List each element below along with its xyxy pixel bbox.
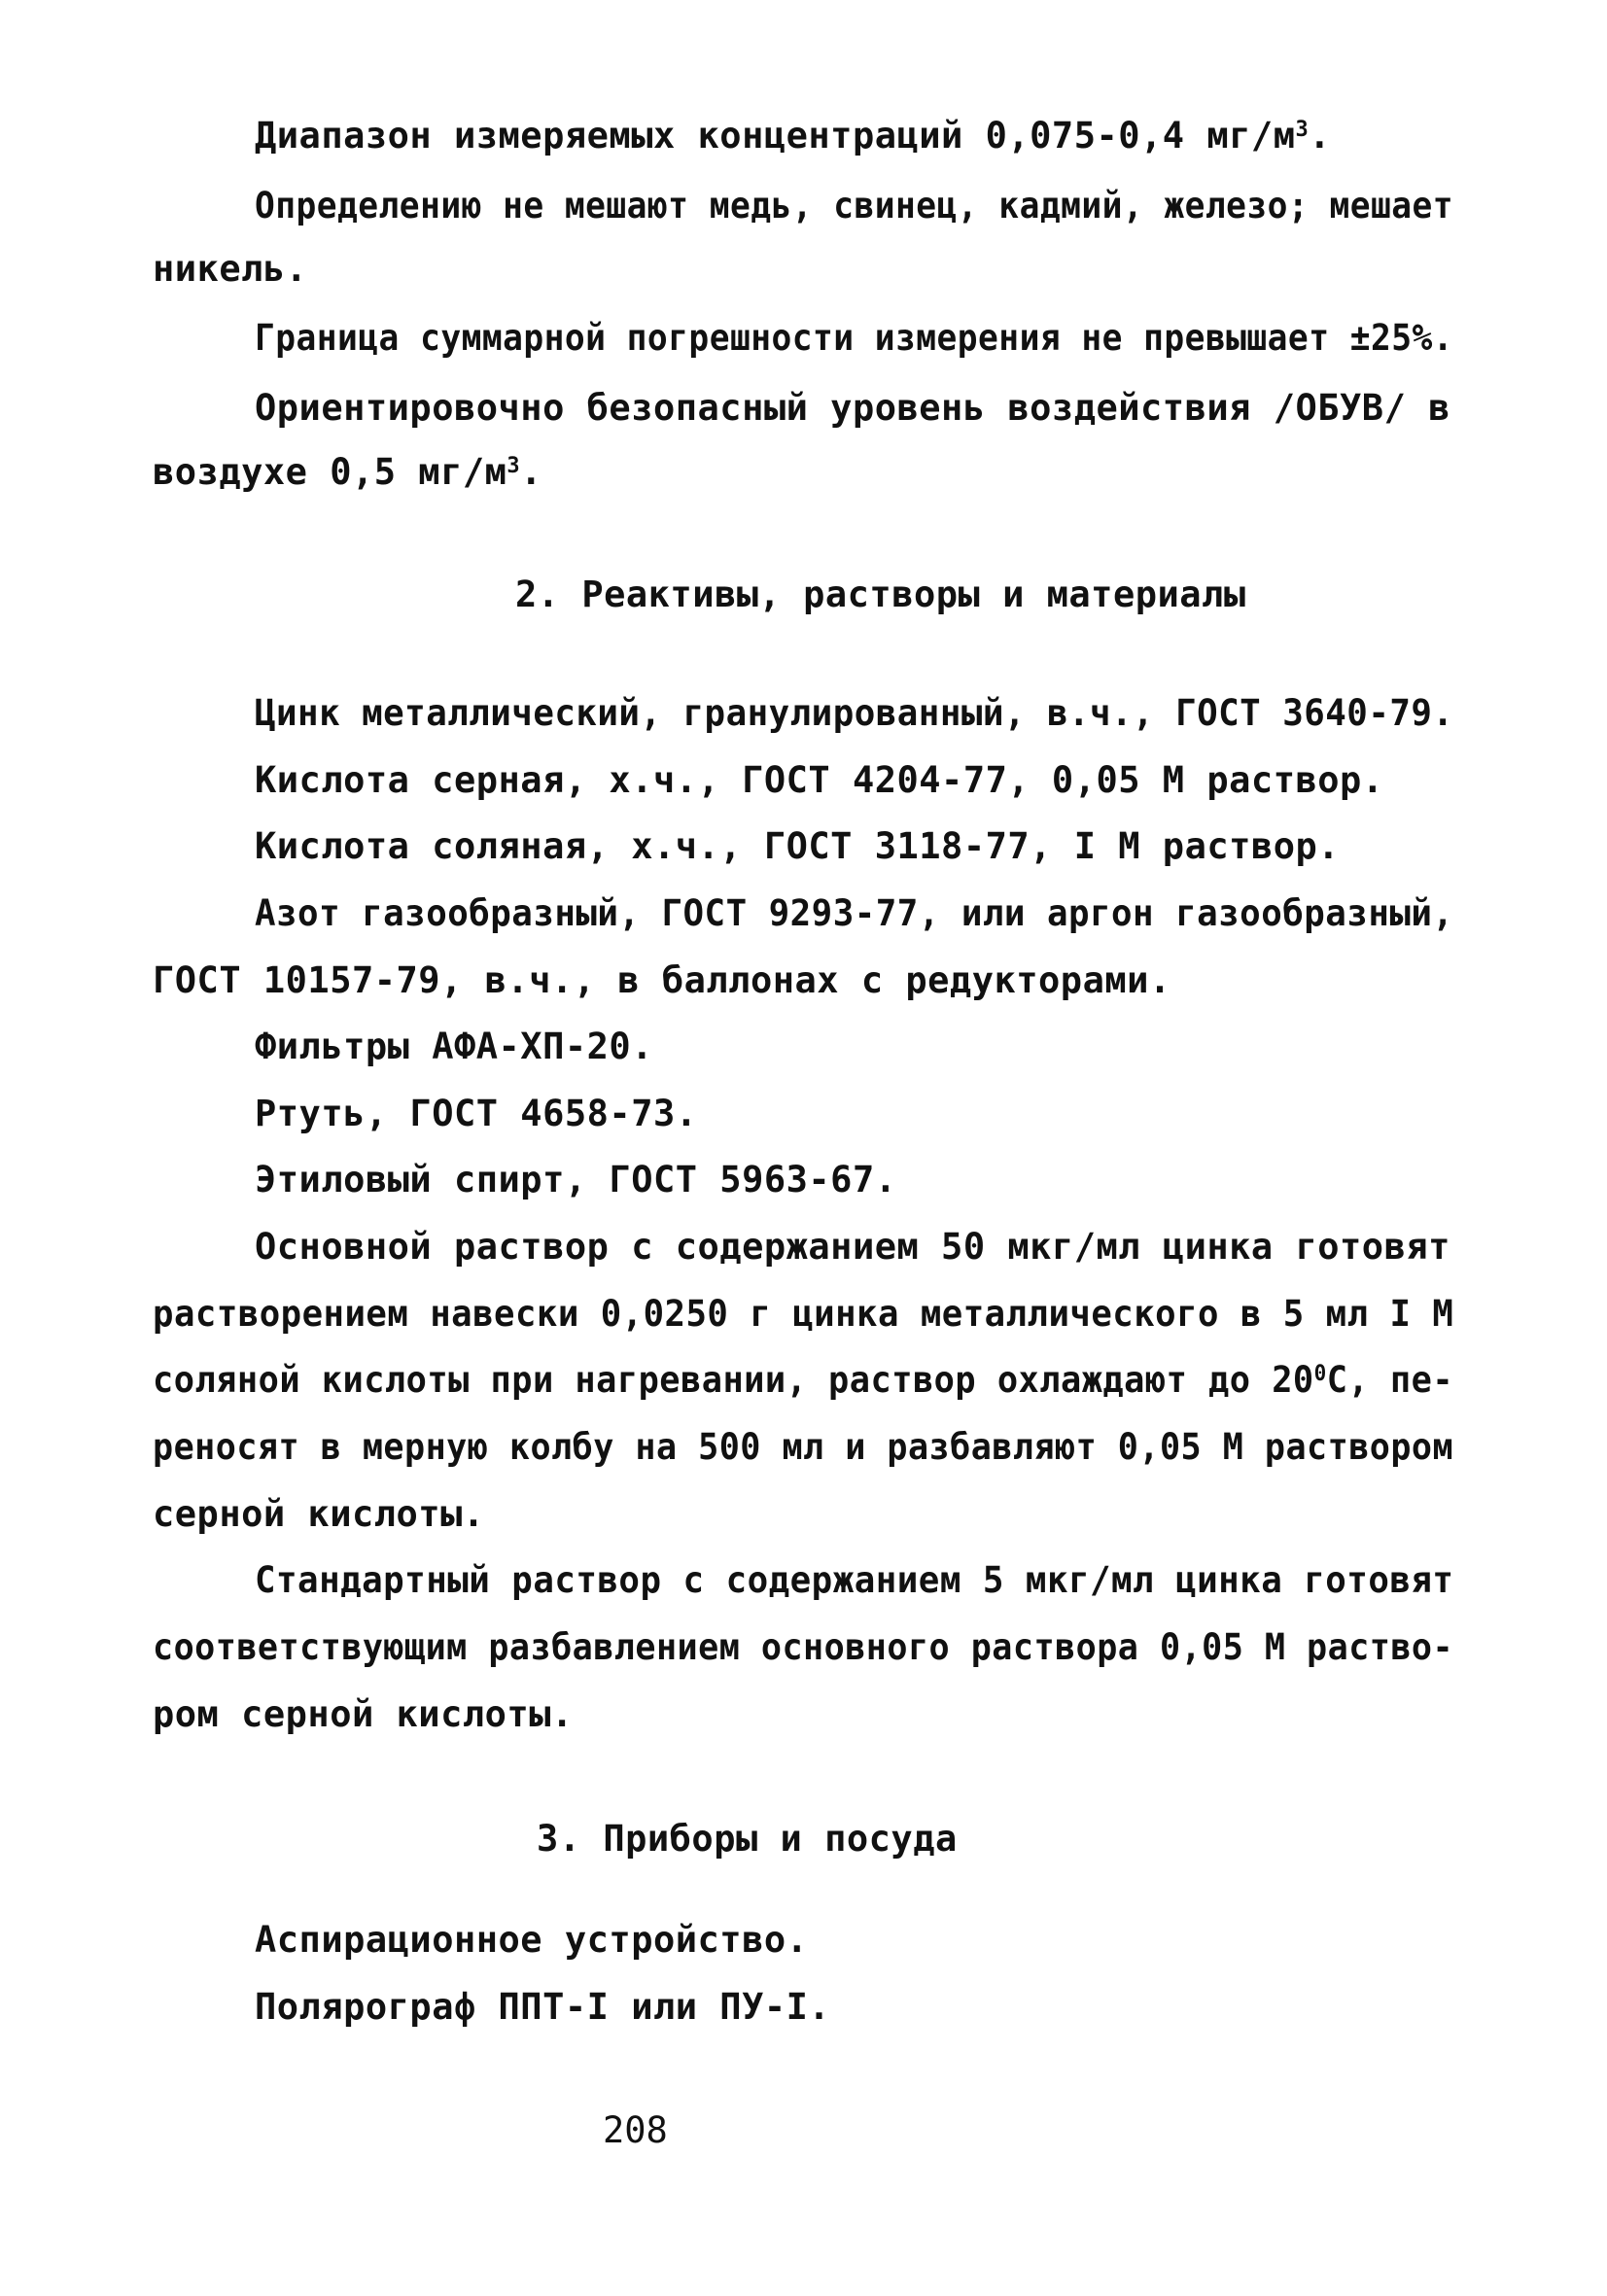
interference-line-1: Определению не мешают медь, свинец, кадмий, железо; мешает <box>255 185 1454 226</box>
reagent-line: Кислота соляная, х.ч., ГОСТ 3118-77, I М раствор. <box>255 825 1341 867</box>
stock-solution-line: реносят в мерную колбу на 500 мл и разбавляют 0,05 М раствором <box>153 1426 1454 1468</box>
section-2-heading: 2. Реактивы, растворы и материалы <box>515 574 1246 615</box>
equipment-line: Полярограф ППТ-I или ПУ-I. <box>255 1986 831 2028</box>
equipment-line: Аспирационное устройство. <box>255 1919 809 1961</box>
interference-line-2: никель. <box>153 248 308 290</box>
obuv-line-2: воздухе 0,5 $мг/м^3$. <box>153 451 542 493</box>
stock-solution-line: серной кислоты. <box>153 1493 485 1535</box>
stock-solution-line: растворением навески 0,0250 г цинка металлического в 5 мл I М <box>153 1293 1454 1335</box>
range-line: Диапазон измеряемых концентраций 0,075-0,4 $мг/м^3$. <box>255 115 1331 157</box>
reagent-line: Кислота серная, х.ч., ГОСТ 4204-77, 0,05 М раствор. <box>255 759 1384 801</box>
reagent-line: Цинк металлический, гранулированный, в.ч., ГОСТ 3640-79. <box>255 692 1454 734</box>
reagent-line: Азот газообразный, ГОСТ 9293-77, или аргон газообразный, <box>255 892 1454 934</box>
reagent-line: Ртуть, ГОСТ 4658-73. <box>255 1093 698 1134</box>
stock-solution-line: соляной кислоты при нагревании, раствор охлаждают до $20^0С$, пе- <box>153 1359 1454 1401</box>
standard-solution-line: ром серной кислоты. <box>153 1693 574 1735</box>
reagent-line: Этиловый спирт, ГОСТ 5963-67. <box>255 1159 897 1200</box>
section-3-heading: 3. Приборы и посуда <box>537 1818 958 1860</box>
standard-solution-line: соответствующим разбавлением основного раствора 0,05 М раство- <box>153 1626 1454 1668</box>
error-line: Граница суммарной погрешности измерения не превышает ±25%. <box>255 317 1454 359</box>
reagent-line: Фильтры АФА-ХП-20. <box>255 1026 653 1067</box>
reagent-line: ГОСТ 10157-79, в.ч., в баллонах с редукторами. <box>153 959 1171 1001</box>
stock-solution-line: Основной раствор с содержанием 50 мкг/мл цинка готовят <box>255 1226 1450 1268</box>
standard-solution-line: Стандартный раствор с содержанием 5 мкг/мл цинка готовят <box>255 1559 1454 1601</box>
page-number: 208 <box>603 2109 668 2151</box>
obuv-line-1: Ориентировочно безопасный уровень воздействия /ОБУВ/ в <box>255 387 1450 429</box>
